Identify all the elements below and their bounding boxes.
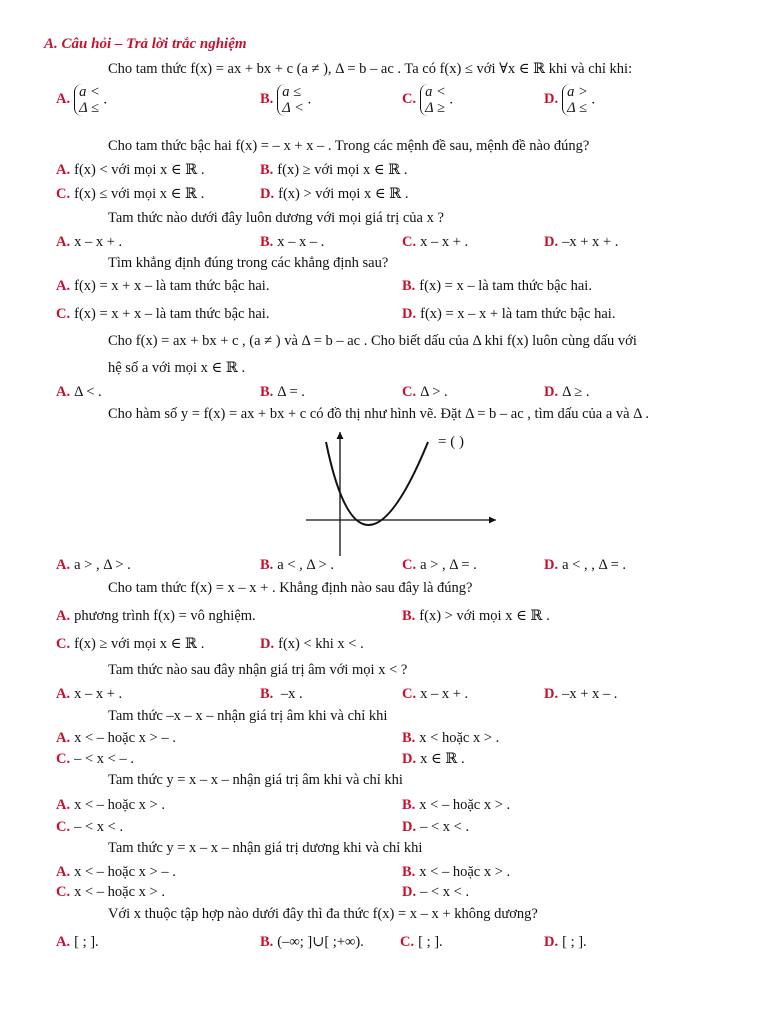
parabola-curve (326, 442, 428, 525)
option-4a[interactable]: A. f(x) = x + x – là tam thức bậc hai. (56, 278, 270, 294)
section-heading: A. Câu hỏi – Trả lời trắc nghiệm (44, 36, 247, 52)
question-11-options-row1 (0, 864, 768, 884)
question-6-options (0, 557, 768, 577)
option-8a[interactable]: A. x – x + . (56, 686, 123, 702)
option-6b[interactable]: B. a < , Δ > . (260, 557, 334, 573)
question-4-stem: Tìm khẳng định đúng trong các khẳng định sau? (108, 255, 389, 271)
option-1a[interactable]: A. a < Δ ≤ . (56, 84, 108, 116)
option-10c[interactable]: C. – < x < . (56, 819, 124, 835)
option-5a[interactable]: A. Δ < . (56, 384, 102, 400)
question-2-options-row1 (0, 162, 768, 182)
option-9a[interactable]: A. x < – hoặc x > – . (56, 730, 176, 746)
question-10-stem: Tam thức y = x – x – nhận giá trị âm khi và chỉ khi (108, 772, 403, 788)
option-1b[interactable]: B. a ≤ Δ < . (260, 84, 312, 116)
question-2-options-row2 (0, 186, 768, 206)
option-10b[interactable]: B. x < – hoặc x > . (402, 797, 511, 813)
option-11c[interactable]: C. x < – hoặc x > . (56, 884, 165, 900)
x-axis-arrow-icon (489, 517, 496, 524)
question-7-options-row2 (0, 636, 768, 656)
question-7-options-row1 (0, 608, 768, 628)
option-6c[interactable]: C. a > , Δ = . (402, 557, 477, 573)
question-9-options-row1 (0, 730, 768, 750)
option-10a[interactable]: A. x < – hoặc x > . (56, 797, 165, 813)
option-7a[interactable]: A. phương trình f(x) = vô nghiệm. (56, 608, 256, 624)
question-8-stem: Tam thức nào sau đây nhận giá trị âm với mọi x < ? (108, 662, 408, 678)
question-10-options-row1 (0, 797, 768, 817)
question-9-options-row2 (0, 751, 768, 771)
question-5-stem: Cho f(x) = ax + bx + c , (a ≠ ) và Δ = b – ac . Cho biết dấu của Δ khi f(x) luôn cùng dấu với (108, 333, 637, 349)
option-6d[interactable]: D. a < , , Δ = . (544, 557, 627, 573)
option-3a[interactable]: A. x – x + . (56, 234, 123, 250)
question-11-stem: Tam thức y = x – x – nhận giá trị dương khi và chỉ khi (108, 840, 423, 856)
option-7c[interactable]: C. f(x) ≥ với mọi x ∈ ℝ . (56, 636, 205, 652)
option-9b[interactable]: B. x < hoặc x > . (402, 730, 500, 746)
option-2c[interactable]: C. f(x) ≤ với mọi x ∈ ℝ . (56, 186, 205, 202)
option-12b[interactable]: B. (–∞; ]∪[ ;+∞). (260, 934, 364, 950)
question-6-stem: Cho hàm số y = f(x) = ax + bx + c có đồ thị như hình vẽ. Đặt Δ = b – ac , tìm dấu của a và Δ . (108, 406, 649, 422)
option-4c[interactable]: C. f(x) = x + x – là tam thức bậc hai. (56, 306, 270, 322)
parabola-graph (296, 428, 506, 558)
graph-note: = ( ) (438, 434, 464, 450)
option-12a[interactable]: A. [ ; ]. (56, 934, 99, 950)
question-5-stem-cont: hệ số a với mọi x ∈ ℝ . (108, 360, 246, 376)
question-11-options-row2 (0, 884, 768, 904)
question-4-options-row2 (0, 306, 768, 326)
option-1d[interactable]: D. a > Δ ≤ . (544, 84, 596, 116)
option-8d[interactable]: D. –x + x – . (544, 686, 618, 702)
option-3b[interactable]: B. x – x – . (260, 234, 325, 250)
option-7d[interactable]: D. f(x) < khi x < . (260, 636, 364, 652)
question-5-options (0, 384, 768, 404)
option-9d[interactable]: D. x ∈ ℝ . (402, 751, 465, 767)
option-5c[interactable]: C. Δ > . (402, 384, 448, 400)
option-7b[interactable]: B. f(x) > với mọi x ∈ ℝ . (402, 608, 550, 624)
option-2a[interactable]: A. f(x) < với mọi x ∈ ℝ . (56, 162, 205, 178)
question-3-options (0, 234, 768, 254)
question-2-stem: Cho tam thức bậc hai f(x) = – x + x – . Trong các mệnh đề sau, mệnh đề nào đúng? (108, 138, 590, 154)
option-5d[interactable]: D. Δ ≥ . (544, 384, 590, 400)
option-10d[interactable]: D. – < x < . (402, 819, 470, 835)
option-6a[interactable]: A. a > , Δ > . (56, 557, 131, 573)
option-3c[interactable]: C. x – x + . (402, 234, 469, 250)
option-1c[interactable]: C. a < Δ ≥ . (402, 84, 454, 116)
option-12c[interactable]: C. [ ; ]. (400, 934, 443, 950)
option-8c[interactable]: C. x – x + . (402, 686, 469, 702)
option-11b[interactable]: B. x < – hoặc x > . (402, 864, 511, 880)
option-5b[interactable]: B. Δ = . (260, 384, 305, 400)
question-8-options (0, 686, 768, 706)
option-4b[interactable]: B. f(x) = x – là tam thức bậc hai. (402, 278, 592, 294)
question-10-options-row2 (0, 819, 768, 839)
option-2b[interactable]: B. f(x) ≥ với mọi x ∈ ℝ . (260, 162, 408, 178)
question-12-options (0, 934, 768, 954)
option-2d[interactable]: D. f(x) > với mọi x ∈ ℝ . (260, 186, 409, 202)
question-12-stem: Với x thuộc tập hợp nào dưới đây thì đa thức f(x) = x – x + không dương? (108, 906, 538, 922)
question-4-options-row1 (0, 278, 768, 298)
question-7-stem: Cho tam thức f(x) = x – x + . Khẳng định nào sau đây là đúng? (108, 580, 473, 596)
y-axis-arrow-icon (337, 432, 344, 439)
option-12d[interactable]: D. [ ; ]. (544, 934, 587, 950)
option-4d[interactable]: D. f(x) = x – x + là tam thức bậc hai. (402, 306, 616, 322)
question-9-stem: Tam thức –x – x – nhận giá trị âm khi và chỉ khi (108, 708, 388, 724)
question-3-stem: Tam thức nào dưới đây luôn dương với mọi giá trị của x ? (108, 210, 444, 226)
option-3d[interactable]: D. –x + x + . (544, 234, 619, 250)
option-9c[interactable]: C. – < x < – . (56, 751, 134, 767)
option-11d[interactable]: D. – < x < . (402, 884, 470, 900)
question-1-stem: Cho tam thức f(x) = ax + bx + c (a ≠ ), Δ = b – ac . Ta có f(x) ≤ với ∀x ∈ ℝ khi và chỉ khi: (108, 61, 633, 77)
question-1-options (0, 84, 768, 116)
option-8b[interactable]: B. –x . (260, 686, 303, 702)
option-11a[interactable]: A. x < – hoặc x > – . (56, 864, 176, 880)
